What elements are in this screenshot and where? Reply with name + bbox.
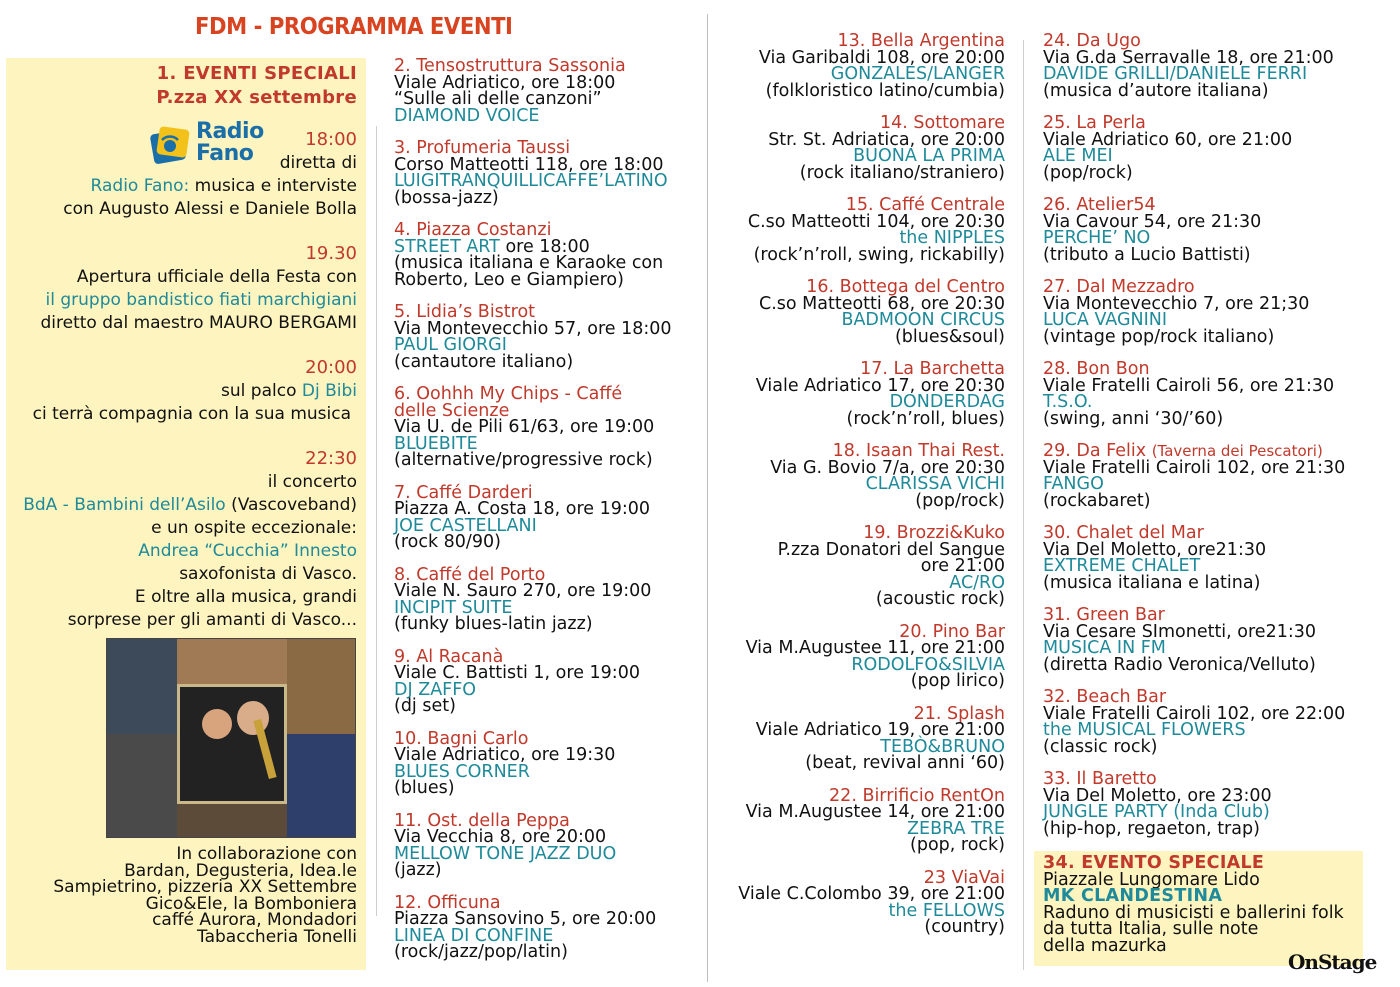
event-genre: (musica d’autore italiana) (1043, 80, 1269, 101)
event-title: 27. Dal Mezzadro (1043, 277, 1195, 297)
event-title: 21. Splash (913, 703, 1005, 724)
collab-line-2: Bardan, Degusteria, Idea.le (124, 860, 357, 881)
time-1: 18:00 (305, 129, 357, 150)
event-title: 31. Green Bar (1043, 605, 1165, 625)
column-divider (376, 126, 377, 916)
event-genre: (funky blues-latin jazz) (394, 614, 593, 634)
text-4c: e un ospite eccezionale: (151, 518, 357, 538)
events-column-3 (730, 33, 1005, 952)
bda-band: BdA - Bambini dell’Asilo (23, 495, 226, 515)
event-genre: (blues) (394, 778, 455, 798)
event-genre: Roberto, Leo e Giampiero) (394, 269, 624, 290)
event-address: C.so Matteotti 68, ore 20:30 (758, 293, 1005, 314)
event-address: Via Del Moletto, ore 23:00 (1043, 785, 1272, 806)
special-34-address: Piazzale Lungomare Lido (1043, 869, 1260, 890)
band-photo-collage (106, 638, 356, 838)
event-title: 5. Lidia’s Bistrot (394, 302, 536, 322)
event-title-suffix: (Taverna dei Pescatori) (1151, 442, 1323, 460)
event-title: 15. Caffé Centrale (845, 195, 1005, 215)
time-3: 20:00 (305, 357, 357, 378)
event-address: Via Garibaldi 108, ore 20:00 (758, 47, 1005, 68)
event-genre: (rock/jazz/pop/latin) (394, 942, 568, 962)
event-performer: DJ ZAFFO (394, 679, 477, 700)
event-genre: (musica italiana e latina) (1043, 572, 1261, 593)
event-address: Via U. de Pili 61/63, ore 19:00 (394, 417, 655, 437)
column-divider (1023, 40, 1024, 970)
event-item (730, 361, 1005, 427)
event-address: Piazza Sansovino 5, ore 20:00 (394, 909, 657, 929)
event-address: Viale Adriatico 19, ore 21:00 (755, 720, 1005, 740)
event-genre: (classic rock) (1043, 736, 1158, 757)
event-genre: (beat, revival anni ‘60) (805, 753, 1005, 773)
event-item (1043, 689, 1363, 755)
event-title: 12. Officuna (394, 892, 501, 913)
event-title: 30. Chalet del Mar (1043, 523, 1204, 543)
event-address: ore 21:00 (920, 556, 1005, 576)
event-item (730, 33, 1005, 99)
event-address: Viale Fratelli Cairoli 102, ore 21:30 (1043, 457, 1346, 478)
event-title: 29. Da Felix (1043, 441, 1147, 461)
event-performer: BLUES CORNER (394, 761, 530, 782)
event-address: Viale Adriatico 17, ore 20:30 (755, 375, 1005, 396)
event-address: Viale C. Battisti 1, ore 19:00 (394, 663, 640, 683)
events-column-4 (1043, 33, 1363, 853)
event-title: 2. Tensostruttura Sassonia (394, 56, 626, 76)
text-3a: sul palco (221, 381, 302, 401)
special-34-desc: Raduno di musicisti e ballerini folk (1043, 902, 1344, 923)
event-title: 18. Isaan Thai Rest. (832, 441, 1005, 461)
event-item (1043, 443, 1363, 509)
dj-bibi: Dj Bibi (301, 381, 357, 401)
event-item (394, 564, 694, 634)
event-item (730, 443, 1005, 509)
text-2c: diretto dal maestro MAURO BERGAMI (40, 313, 357, 333)
event-item (730, 279, 1005, 345)
event-item (730, 115, 1005, 181)
text-4e: saxofonista di Vasco. (179, 564, 357, 584)
event-title: 32. Beach Bar (1043, 687, 1167, 707)
time-4: 22:30 (305, 448, 357, 469)
event-title: 19. Brozzi&Kuko (863, 523, 1005, 543)
event-address: Via Montevecchio 57, ore 18:00 (394, 318, 672, 339)
event-title: 33. Il Baretto (1043, 769, 1157, 789)
event-genre: (rock 80/90) (394, 532, 501, 552)
event-performer: DIAMOND VOICE (394, 105, 540, 126)
text-1b: musica e interviste (189, 176, 357, 196)
event-title: 7. Caffé Darderi (394, 482, 533, 503)
event-genre: (hip-hop, regaeton, trap) (1043, 818, 1260, 839)
event-title: 6. Oohhh My Chips - Caffé (394, 384, 623, 404)
event-time: ore 18:00 (499, 236, 590, 257)
special-event-34 (1034, 851, 1363, 966)
event-performer: DONDERDAG (889, 392, 1005, 412)
event-performer: RODOLFO&SILVIA (851, 654, 1005, 675)
event-title: 9. Al Racanà (394, 646, 504, 667)
event-performer: EXTREME CHALET (1043, 556, 1201, 576)
event-genre: (rock italiano/straniero) (799, 162, 1005, 183)
event-item (394, 728, 694, 798)
event-genre: (rockabaret) (1043, 490, 1151, 511)
event-performer: BADMOON CIRCUS (841, 310, 1005, 330)
collab-line-3: Sampietrino, pizzeria XX Settembre (53, 877, 357, 897)
text-4a: il concerto (267, 472, 357, 492)
event-genre: (jazz) (394, 860, 442, 880)
collab-line-4: Gico&Ele, la Bomboniera (145, 893, 357, 914)
event-performer: GONZALES/LANGER (830, 64, 1005, 84)
radio-fano-logo (148, 119, 273, 168)
text-1a: diretta di (279, 153, 357, 173)
event-address: Piazza A. Costa 18, ore 19:00 (394, 499, 651, 519)
event-performer: FANGO (1043, 474, 1104, 494)
event-genre: (country) (924, 917, 1005, 937)
event-title: 8. Caffé del Porto (394, 564, 546, 585)
special-34-desc: della mazurka (1043, 935, 1167, 956)
event-item (730, 867, 1005, 937)
event-performer: T.S.O. (1043, 392, 1093, 412)
event-performer: LUIGITRANQUILLICAFFE’LATINO (394, 171, 668, 191)
event-address: Viale Adriatico, ore 18:00 (394, 72, 616, 93)
event-item (730, 197, 1005, 263)
event-genre: (bossa-jazz) (394, 187, 499, 208)
event-performer: ZEBRA TRE (907, 818, 1005, 839)
event-item (394, 892, 694, 962)
event-genre: (vintage pop/rock italiano) (1043, 326, 1275, 347)
event-performer: JOE CASTELLANI (394, 515, 537, 536)
event-address: Viale Adriatico 60, ore 21:00 (1043, 129, 1293, 150)
event-performer: the FELLOWS (888, 900, 1005, 921)
event-genre: (pop lirico) (910, 671, 1005, 691)
event-item (1043, 279, 1363, 345)
event-performer: STREET ART (394, 236, 500, 257)
event-genre: (pop/rock) (915, 490, 1005, 511)
event-item (1043, 115, 1363, 181)
event-item (1043, 33, 1363, 99)
events-column-2 (394, 58, 694, 977)
logo-line-1: Radio (196, 119, 264, 144)
event-genre: (acoustic rock) (875, 589, 1005, 609)
special-34-heading: 34. EVENTO SPECIALE (1043, 853, 1265, 873)
event-address: Via G.da Serravalle 18, ore 21:00 (1043, 47, 1334, 68)
radio-fano-link: Radio Fano: (90, 176, 190, 196)
event-performer: JUNGLE PARTY (Inda Club) (1043, 802, 1270, 822)
collab-line-1: In collaborazione con (176, 844, 357, 864)
event-title: 24. Da Ugo (1043, 31, 1141, 51)
event-genre: (dj set) (394, 696, 456, 716)
event-genre: (alternative/progressive rock) (394, 450, 653, 470)
event-item (394, 140, 694, 206)
event-performer: CLARISSA VICHI (865, 474, 1005, 494)
event-title: 17. La Barchetta (860, 359, 1005, 379)
event-performer: INCIPIT SUITE (394, 597, 513, 618)
event-performer: TEBÒ&BRUNO (880, 736, 1005, 757)
event-genre: (swing, anni ‘30/’60) (1043, 408, 1224, 429)
event-address: Viale Fratelli Cairoli 56, ore 21:30 (1043, 375, 1335, 396)
collab-line-6: Tabaccheria Tonelli (197, 926, 357, 947)
event-performer: LINEA DI CONFINE (394, 925, 554, 946)
event-address: Via G. Bovio 7/a, ore 20:30 (770, 457, 1005, 478)
event-title: delle Scienze (394, 400, 510, 421)
event-item (730, 703, 1005, 773)
event-performer: PERCHE’ NO (1043, 228, 1151, 248)
radio-icon (148, 124, 192, 168)
event-performer: DAVIDE GRILLI/DANIELE FERRI (1043, 64, 1308, 84)
time-2: 19.30 (305, 243, 357, 264)
event-address: Viale Adriatico, ore 19:30 (394, 745, 616, 765)
event-address: C.so Matteotti 104, ore 20:30 (747, 211, 1005, 232)
event-item (394, 222, 694, 288)
collab-line-5: caffé Aurora, Mondadori (152, 910, 357, 930)
event-address: Corso Matteotti 118, ore 18:00 (394, 154, 664, 175)
special-heading-2: P.zza XX settembre (156, 87, 357, 108)
event-performer: AC/RO (949, 572, 1005, 593)
onstage-logo: OnStage (1288, 950, 1377, 974)
event-genre: (rock’n’roll, swing, rickabilly) (753, 244, 1005, 265)
event-title: 25. La Perla (1043, 113, 1146, 133)
event-item (730, 621, 1005, 691)
event-performer: the NIPPLES (899, 228, 1005, 248)
event-address: Via M.Augustee 14, ore 21:00 (745, 802, 1005, 822)
text-4b: (Vascoveband) (225, 495, 357, 515)
event-item (730, 525, 1005, 608)
special-heading-1: 1. EVENTI SPECIALI (156, 63, 357, 84)
text-3b: ci terrà compagnia con la sua musica (32, 404, 351, 424)
event-genre: (pop, rock) (910, 835, 1005, 855)
event-address: Via M.Augustee 11, ore 21:00 (745, 638, 1005, 658)
event-genre: (diretta Radio Veronica/Velluto) (1043, 654, 1316, 675)
text-4f: E oltre alla musica, grandi (134, 587, 357, 607)
event-subtitle: “Sulle ali delle canzoni” (394, 89, 602, 109)
event-title: 4. Piazza Costanzi (394, 220, 552, 240)
event-address: Via Del Moletto, ore21:30 (1043, 539, 1267, 560)
event-item (1043, 525, 1363, 591)
event-address: Via Vecchia 8, ore 20:00 (394, 827, 607, 847)
special-events-panel (6, 58, 366, 970)
event-item (394, 646, 694, 716)
event-title: 23 ViaVai (923, 867, 1005, 888)
page-fold-divider (707, 14, 708, 982)
event-item (394, 304, 694, 370)
event-item (730, 785, 1005, 855)
event-address: P.zza Donatori del Sangue (777, 539, 1005, 560)
event-item (394, 386, 694, 469)
event-genre: (tributo a Lucio Battisti) (1043, 244, 1251, 265)
event-item (394, 810, 694, 880)
event-item (1043, 197, 1363, 263)
event-title: 16. Bottega del Centro (806, 277, 1005, 297)
event-performer: LUCA VAGNINI (1043, 310, 1168, 330)
event-genre: (cantautore italiano) (394, 351, 574, 372)
event-performer: MELLOW TONE JAZZ DUO (394, 843, 617, 864)
event-title: 22. Birrificio RentOn (829, 785, 1005, 806)
event-performer: PAUL GIORGI (394, 335, 507, 355)
page-title: FDM - PROGRAMMA EVENTI (195, 14, 513, 40)
event-title: 26. Atelier54 (1043, 195, 1156, 215)
event-address: Str. St. Adriatica, ore 20:00 (768, 129, 1005, 150)
event-performer: the MUSICAL FLOWERS (1043, 720, 1246, 740)
event-address: Viale C.Colombo 39, ore 21:00 (738, 884, 1005, 904)
logo-line-2: Fano (196, 141, 254, 166)
event-title: 14. Sottomare (880, 113, 1005, 133)
text-1c: con Augusto Alessi e Daniele Bolla (63, 199, 357, 219)
event-genre: (pop/rock) (1043, 162, 1133, 183)
event-address: Via Cesare SImonetti, ore21:30 (1043, 621, 1317, 642)
event-item (394, 58, 694, 124)
special-34-desc: da tutta Italia, sulle note (1043, 919, 1259, 939)
event-title: 10. Bagni Carlo (394, 728, 529, 749)
event-performer: MUSICA IN FM (1043, 638, 1166, 658)
text-4d: Andrea “Cucchia” Innesto (138, 541, 357, 561)
event-address: Viale N. Sauro 270, ore 19:00 (394, 581, 652, 601)
event-title: 11. Ost. della Peppa (394, 810, 570, 831)
event-genre: (musica italiana e Karaoke con (394, 253, 664, 273)
event-title: 13. Bella Argentina (837, 31, 1005, 51)
text-2a: Apertura ufficiale della Festa con (76, 267, 357, 287)
event-performer: ALE MEI (1043, 146, 1113, 166)
event-address: Via Montevecchio 7, ore 21;30 (1043, 293, 1310, 314)
event-item (1043, 607, 1363, 673)
event-genre: (rock’n’roll, blues) (846, 408, 1005, 429)
event-performer: BUONA LA PRIMA (853, 146, 1005, 166)
text-2b: il gruppo bandistico fiati marchigiani (45, 290, 357, 310)
text-4g: sorprese per gli amanti di Vasco... (67, 610, 357, 630)
event-performer: BLUEBITE (394, 433, 478, 454)
special-34-performer: MK CLANDESTINA (1043, 886, 1223, 906)
event-item (1043, 771, 1363, 837)
event-address: Viale Fratelli Cairoli 102, ore 22:00 (1043, 703, 1346, 724)
event-title: 28. Bon Bon (1043, 359, 1150, 379)
event-item (394, 482, 694, 552)
event-genre: (folkloristico latino/cumbia) (765, 80, 1005, 101)
event-address: Via Cavour 54, ore 21:30 (1043, 211, 1262, 232)
event-item (1043, 361, 1363, 427)
event-genre: (blues&soul) (894, 326, 1005, 347)
event-title: 20. Pino Bar (899, 621, 1005, 642)
event-title: 3. Profumeria Taussi (394, 138, 571, 158)
